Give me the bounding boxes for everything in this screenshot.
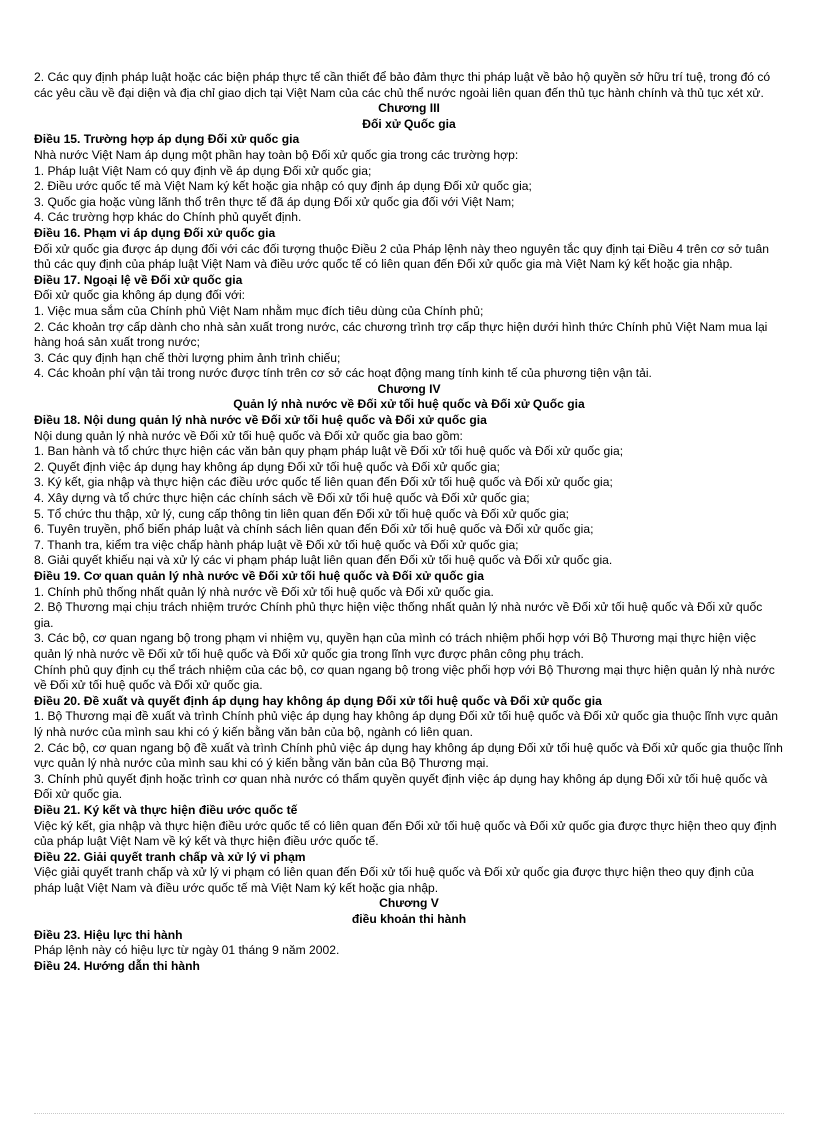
paragraph: 3. Các quy định hạn chế thời lượng phim ảnh trình chiếu; <box>34 350 341 365</box>
paragraph: 7. Thanh tra, kiểm tra việc chấp hành pháp luật về Đối xử tối huệ quốc và Đối xử quốc gia; <box>34 537 519 552</box>
paragraph: Nội dung quản lý nhà nước về Đối xử tối huệ quốc và Đối xử quốc gia bao gồm: <box>34 428 463 443</box>
paragraph: 1. Bộ Thương mại đề xuất và trình Chính phủ việc áp dụng hay không áp dụng Đối xử tối huệ quốc và Đối xử quốc gia thuộc lĩnh vực quản lý nhà nước của mình sau khi có ý kiến bằng văn bản của bộ, ngành có liên quan. <box>34 709 779 739</box>
paragraph: 1. Việc mua sắm của Chính phủ Việt Nam nhằm mục đích tiêu dùng của Chính phủ; <box>34 303 484 318</box>
article-heading: Điều 20. Đề xuất và quyết định áp dụng hay không áp dụng Đối xử tối huệ quốc và Đối xử quốc gia <box>34 693 602 708</box>
paragraph: 3. Chính phủ quyết định hoặc trình cơ quan nhà nước có thẩm quyền quyết định việc áp dụng hay không áp dụng Đối xử tối huệ quốc và Đối xử quốc gia. <box>34 771 768 802</box>
article-heading: Điều 21. Ký kết và thực hiện điều ước quốc tế <box>34 802 298 817</box>
paragraph: 6. Tuyên truyền, phổ biến pháp luật và chính sách liên quan đến Đối xử tối huệ quốc và Đối xử quốc gia; <box>34 522 594 537</box>
paragraph: Pháp lệnh này có hiệu lực từ ngày 01 tháng 9 năm 2002. <box>34 943 340 958</box>
article-heading: Điều 16. Phạm vi áp dụng Đối xử quốc gia <box>34 225 276 240</box>
article-heading: Điều 24. Hướng dẫn thi hành <box>34 958 200 973</box>
paragraph: Đối xử quốc gia không áp dụng đối với: <box>34 288 246 303</box>
paragraph: Việc giải quyết tranh chấp và xử lý vi phạm có liên quan đến Đối xử tối huệ quốc và Đối xử quốc gia được thực hiện theo quy định của pháp luật Việt Nam và điều ước quốc tế mà Việt Nam ký kết hoặc gia nhập. <box>34 865 754 895</box>
paragraph: 2. Các bộ, cơ quan ngang bộ đề xuất và trình Chính phủ việc áp dụng hay không áp dụng Đối xử tối huệ quốc và Đối xử quốc gia thuộc lĩnh vực quản lý nhà nước của mình sau khi có ý kiến bằng văn bản của Bộ Thương mại. <box>34 740 783 771</box>
paragraph: 2. Điều ước quốc tế mà Việt Nam ký kết hoặc gia nhập có quy định áp dụng Đối xử quốc gia; <box>34 179 532 194</box>
paragraph: 2. Các quy định pháp luật hoặc các biện pháp thực tế cần thiết để bảo đảm thực thi pháp luật về bảo hộ quyền sở hữu trí tuệ, trong đó có các yêu cầu về đại diện và địa chỉ giao dịch tại Việt Nam của các chủ thể nước ngoài liên quan đến thủ tục hành chính và thủ tục xét xử. <box>34 70 771 100</box>
article-heading: Điều 23. Hiệu lực thi hành <box>34 927 183 942</box>
paragraph: 4. Các khoản phí vận tải trong nước được tính trên cơ sở các hoạt động mang tính kinh tế của phương tiện vận tải. <box>34 366 652 381</box>
paragraph: 2. Quyết định việc áp dụng hay không áp dụng Đối xử tối huệ quốc và Đối xử quốc gia; <box>34 459 500 474</box>
paragraph: 3. Quốc gia hoặc vùng lãnh thổ trên thực tế đã áp dụng Đối xử quốc gia đối với Việt Nam; <box>34 194 515 209</box>
paragraph: 5. Tổ chức thu thập, xử lý, cung cấp thông tin liên quan đến Đối xử tối huệ quốc và Đối xử quốc gia; <box>34 506 570 521</box>
chapter-title: điều khoản thi hành <box>351 912 467 927</box>
article-heading: Điều 18. Nội dung quản lý nhà nước về Đối xử tối huệ quốc và Đối xử quốc gia <box>34 413 487 428</box>
chapter-title: Chương V <box>379 896 439 911</box>
chapter-title: Đối xử Quốc gia <box>362 116 456 131</box>
article-heading: Điều 22. Giải quyết tranh chấp và xử lý vi phạm <box>34 849 306 864</box>
chapter-title: Quản lý nhà nước về Đối xử tối huệ quốc và Đối xử Quốc gia <box>233 397 585 412</box>
paragraph: 1. Pháp luật Việt Nam có quy định về áp dụng Đối xử quốc gia; <box>34 163 372 178</box>
paragraph: 3. Ký kết, gia nhập và thực hiện các điều ước quốc tế liên quan đến Đối xử tối huệ quốc và Đối xử quốc gia; <box>34 475 613 490</box>
paragraph: Chính phủ quy định cụ thể trách nhiệm của các bộ, cơ quan ngang bộ trong việc phối hợp với Bộ Thương mại thực hiện quản lý nhà nước về Đối xử tối huệ quốc và Đối xử quốc gia. <box>34 662 775 693</box>
article-heading: Điều 15. Trường hợp áp dụng Đối xử quốc gia <box>34 132 300 147</box>
article-heading: Điều 17. Ngoại lệ về Đối xử quốc gia <box>34 272 243 287</box>
paragraph: 1. Ban hành và tổ chức thực hiện các văn bản quy phạm pháp luật về Đối xử tối huệ quốc và Đối xử quốc gia; <box>34 444 624 459</box>
paragraph: 4. Các trường hợp khác do Chính phủ quyết định. <box>34 210 302 225</box>
paragraph: 1. Chính phủ thống nhất quản lý nhà nước về Đối xử tối huệ quốc và Đối xử quốc gia. <box>34 584 494 599</box>
paragraph: 3. Các bộ, cơ quan ngang bộ trong phạm vi nhiệm vụ, quyền hạn của mình có trách nhiệm phối hợp với Bộ Thương mại thực hiện việc quản lý nhà nước về Đối xử tối huệ quốc và Đối xử quốc gia trong lĩnh vực được phân công phụ trách. <box>34 631 756 661</box>
paragraph: Nhà nước Việt Nam áp dụng một phần hay toàn bộ Đối xử quốc gia trong các trường hợp: <box>34 147 519 162</box>
chapter-title: Chương III <box>378 101 440 116</box>
paragraph: 8. Giải quyết khiếu nại và xử lý các vi phạm pháp luật liên quan đến Đối xử tối huệ quốc và Đối xử quốc gia. <box>34 553 613 568</box>
paragraph: Việc ký kết, gia nhập và thực hiện điều ước quốc tế có liên quan đến Đối xử tối huệ quốc và Đối xử quốc gia được thực hiện theo quy định của pháp luật Việt Nam về ký kết và thực hiện điều ước quốc tế. <box>34 818 777 849</box>
paragraph: 2. Bộ Thương mại chịu trách nhiệm trước Chính phủ thực hiện việc thống nhất quản lý nhà nước về Đối xử tối huệ quốc và Đối xử quốc gia. <box>34 600 763 630</box>
chapter-title: Chương IV <box>377 381 441 396</box>
paragraph: 2. Các khoản trợ cấp dành cho nhà sản xuất trong nước, các chương trình trợ cấp thực hiện dưới hình thức Chính phủ Việt Nam mua lại hàng hoá sản xuất trong nước; <box>34 319 768 350</box>
article-heading: Điều 19. Cơ quan quản lý nhà nước về Đối xử tối huệ quốc và Đối xử quốc gia <box>34 569 485 583</box>
paragraph: Đối xử quốc gia được áp dụng đối với các đối tượng thuộc Điều 2 của Pháp lệnh này theo nguyên tắc quy định tại Điều 4 trên cơ sở tuân thủ các quy định của pháp luật Việt Nam và điều ước quốc tế có liên quan đến Đối xử quốc gia mà Việt Nam ký kết hoặc gia nhập. <box>34 241 769 272</box>
page-bottom-divider <box>34 1113 784 1114</box>
paragraph: 4. Xây dựng và tổ chức thực hiện các chính sách về Đối xử tối huệ quốc và Đối xử quốc gia; <box>34 491 530 506</box>
document-body <box>34 70 784 974</box>
